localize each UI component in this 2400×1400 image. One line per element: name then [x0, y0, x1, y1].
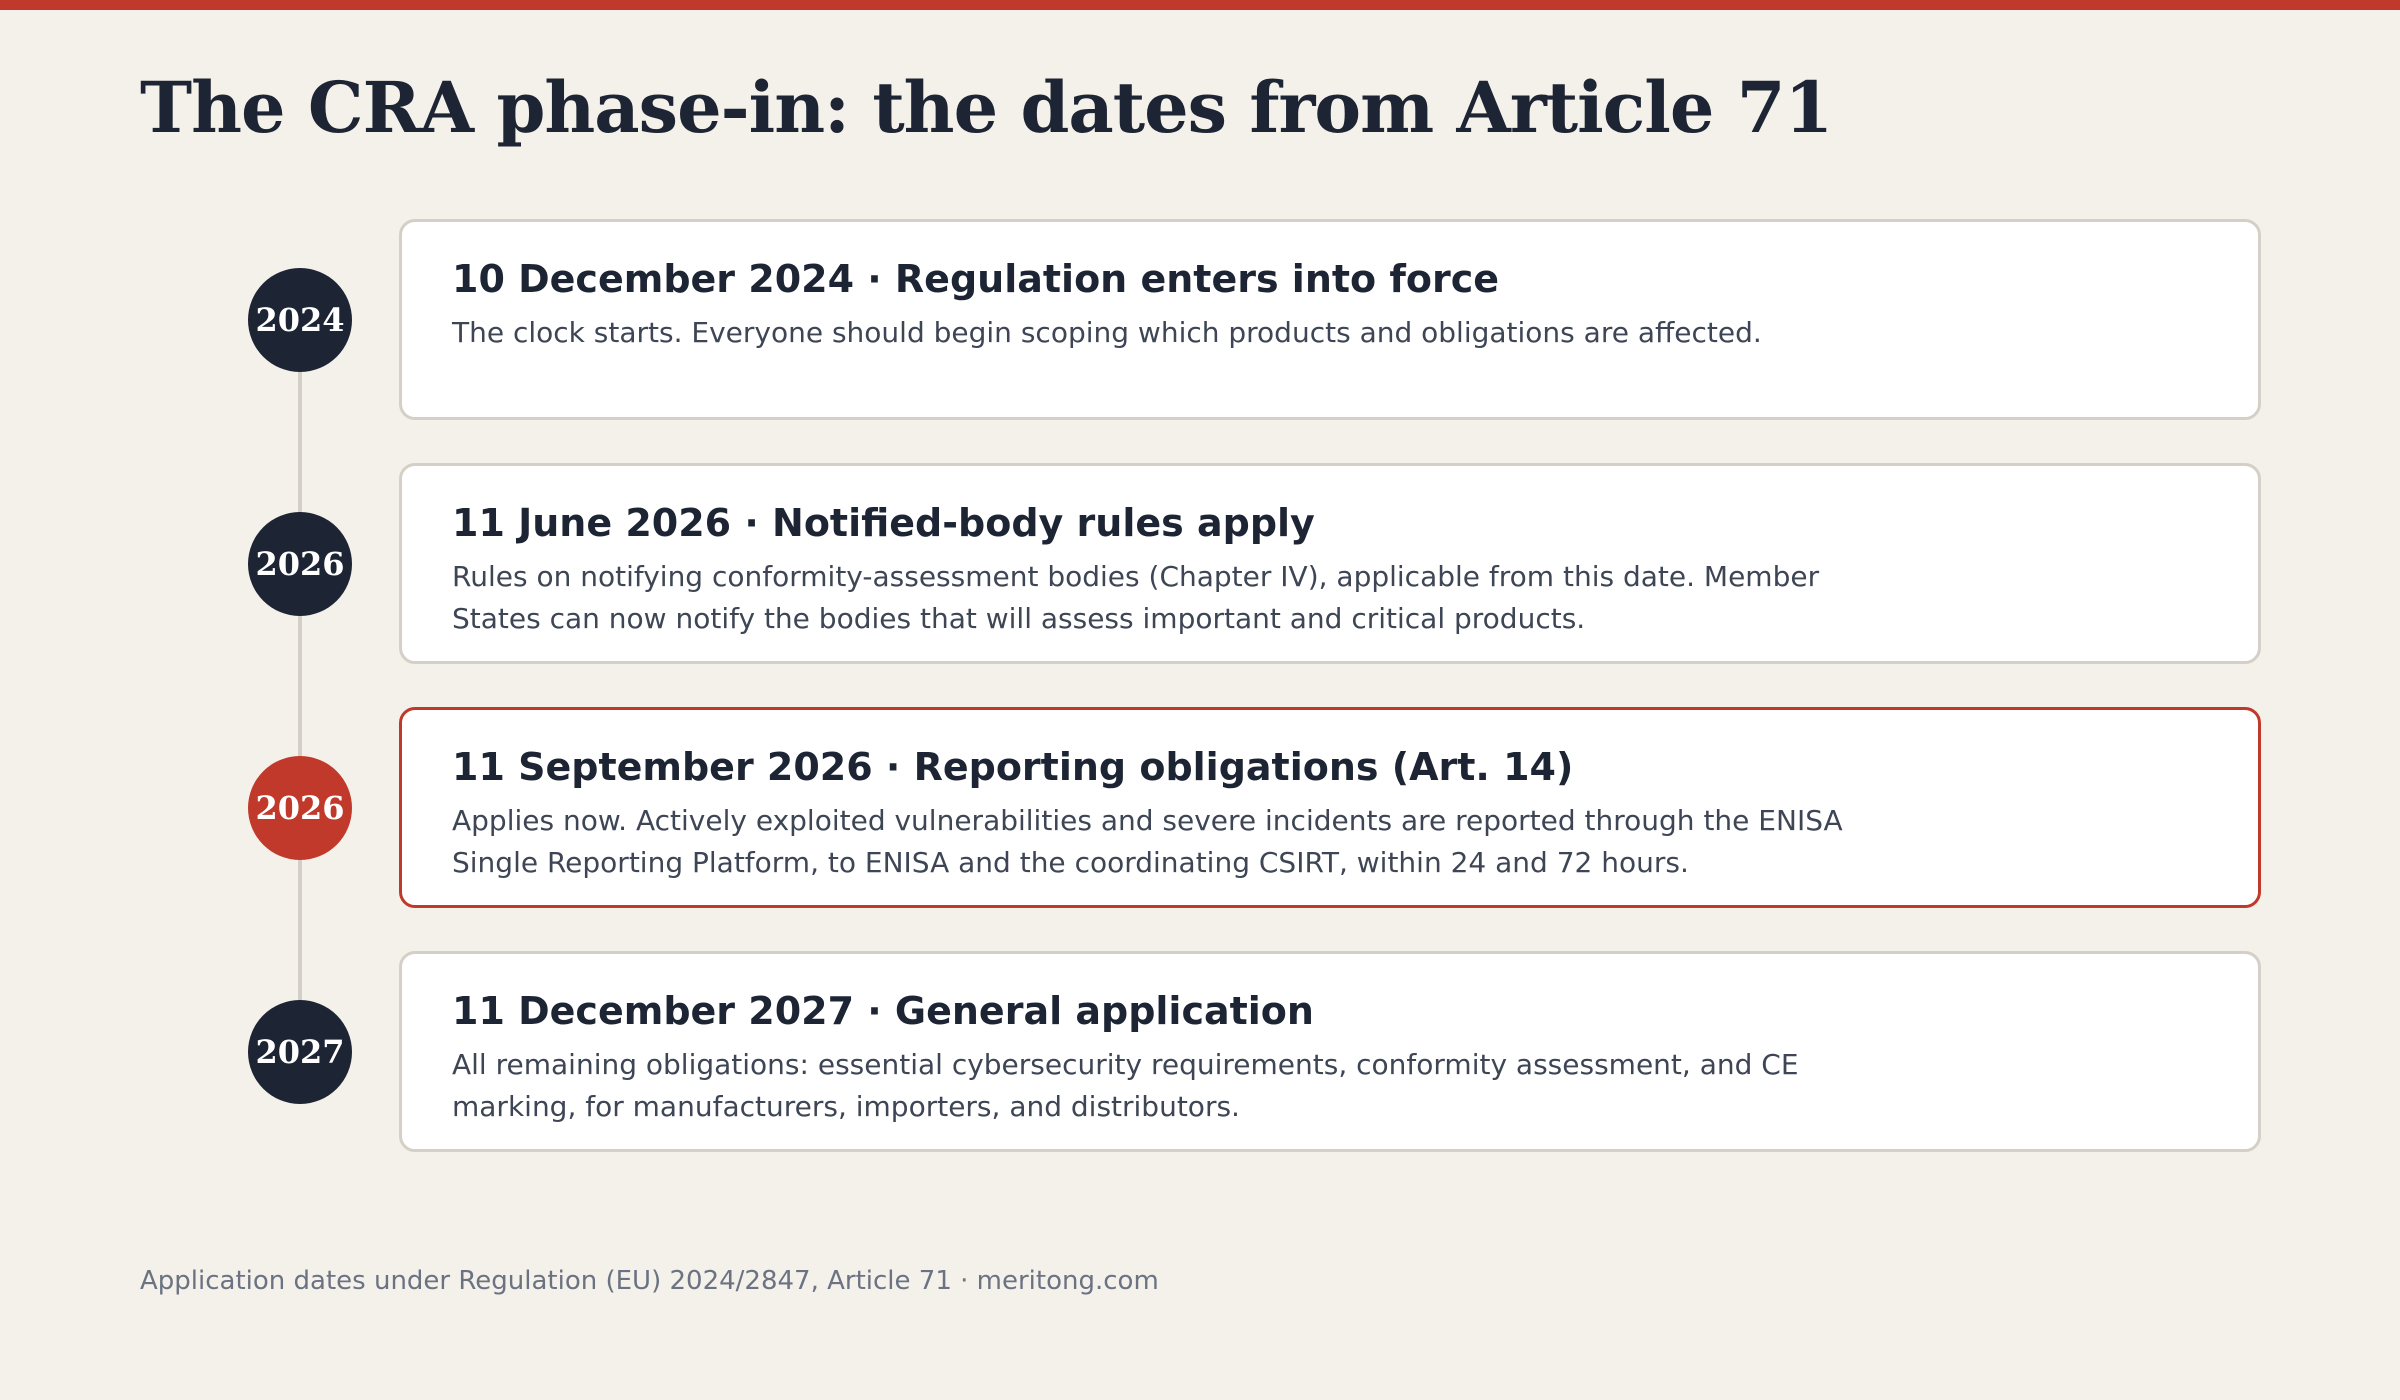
page-title: The CRA phase-in: the dates from Article 71 [140, 66, 1833, 149]
top-accent-bar [0, 0, 2400, 10]
year-marker-label: 2026 [255, 789, 345, 827]
timeline-connector-line [298, 320, 302, 1053]
milestone-description: Applies now. Actively exploited vulnerabilities and severe incidents are reported through the ENISA Single Reporting Platform, to ENISA and the coordinating CSIRT, within 24 and 72 hours. [452, 804, 1843, 879]
year-marker-2026-june [248, 512, 352, 616]
milestone-description: The clock starts. Everyone should begin scoping which products and obligations are affected. [452, 316, 1762, 349]
year-marker-label: 2024 [255, 301, 345, 339]
year-marker-label: 2027 [255, 1033, 345, 1071]
milestone-heading: 11 June 2026 · Notified-body rules apply [452, 501, 1315, 545]
milestone-card-general-application [399, 951, 2261, 1152]
source-footnote: Application dates under Regulation (EU) 2024/2847, Article 71 · meritong.com [140, 1266, 1159, 1296]
year-marker-2026-september [248, 756, 352, 860]
year-marker-2027 [248, 1000, 352, 1104]
milestone-card-notified-body-rules [399, 463, 2261, 664]
milestone-description: All remaining obligations: essential cybersecurity requirements, conformity assessment, and CE marking, for manufacturers, importers, and distributors. [452, 1048, 1799, 1123]
year-marker-2024 [248, 268, 352, 372]
milestone-description: Rules on notifying conformity-assessment bodies (Chapter IV), applicable from this date. Member States can now notify the bodies that will assess important and critical products. [452, 560, 1820, 635]
milestone-heading: 11 September 2026 · Reporting obligations (Art. 14) [452, 745, 1574, 789]
milestone-heading: 11 December 2027 · General application [452, 989, 1314, 1033]
year-marker-label: 2026 [255, 545, 345, 583]
milestone-card-entry-into-force [399, 219, 2261, 420]
milestone-heading: 10 December 2024 · Regulation enters into force [452, 257, 1500, 301]
milestone-card-reporting-obligations [399, 707, 2261, 908]
